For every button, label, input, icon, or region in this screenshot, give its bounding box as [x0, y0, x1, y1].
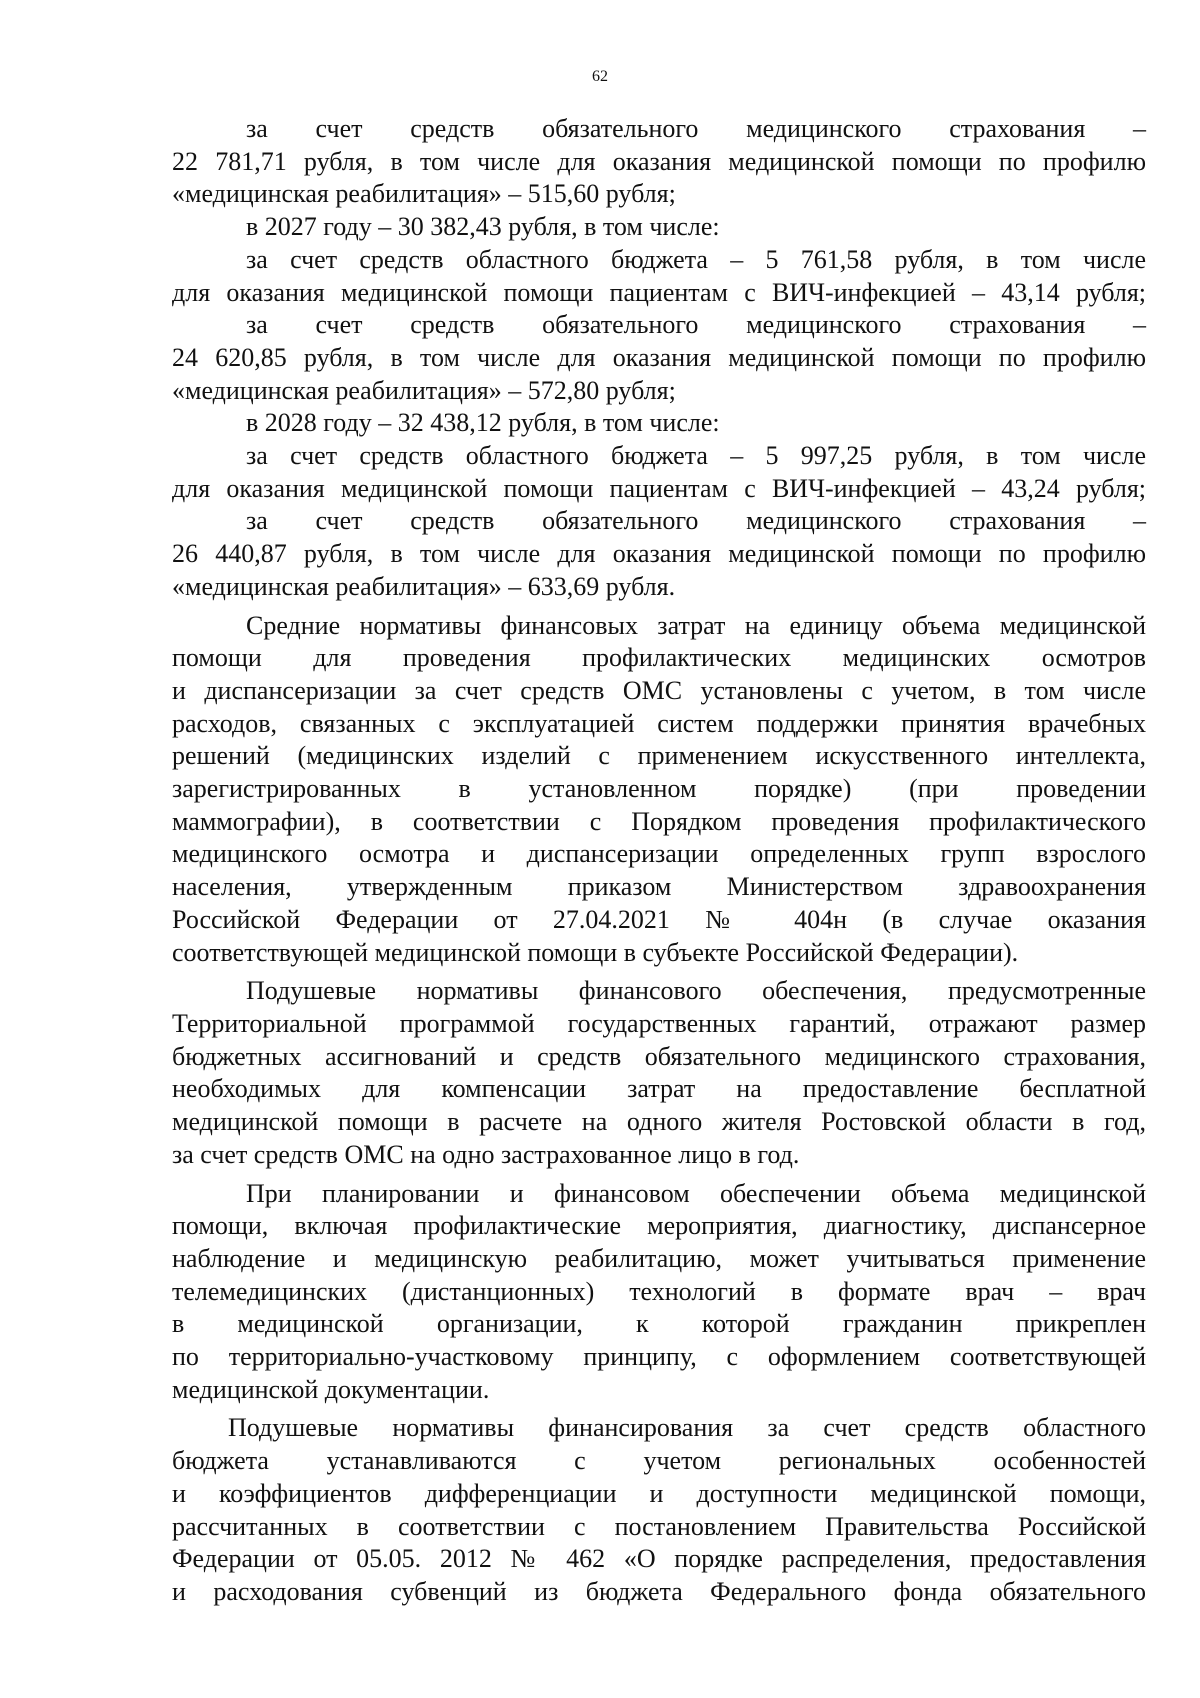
text-line: рассчитанных в соответствии с постановлением Правительства Российской: [172, 1511, 1146, 1541]
text-line: Федерации от 05.05. 2012 № 462 «О порядке распределения, предоставления: [172, 1544, 1146, 1574]
text-line: зарегистрированных в установленном порядке) (при проведении: [172, 774, 1146, 804]
text-line: 24 620,85 рубля, в том числе для оказания медицинской помощи по профилю: [172, 342, 1146, 372]
text-line: соответствующей медицинской помощи в субъекте Российской Федерации).: [172, 937, 1019, 967]
paragraph-regional-budget-2028: [172, 440, 1146, 505]
text-line: за счет средств обязательного медицинского страхования –: [246, 506, 1146, 536]
text-line: и коэффициентов дифференциации и доступности медицинской помощи,: [172, 1478, 1146, 1508]
text-line: Подушевые нормативы финансирования за счет средств областного: [228, 1413, 1146, 1443]
text-line: в 2027 году – 30 382,43 рубля, в том числе:: [246, 212, 720, 242]
paragraph-telemedicine: [172, 1178, 1146, 1407]
paragraph-average-standards: [172, 610, 1146, 970]
text-line: в медицинской организации, к которой гражданин прикреплен: [172, 1309, 1146, 1339]
text-line: При планировании и финансовом обеспечении объема медицинской: [246, 1178, 1146, 1208]
paragraph-per-capita-standards: [172, 975, 1146, 1171]
text-line: для оказания медицинской помощи пациентам с ВИЧ-инфекцией – 43,14 рубля;: [172, 277, 1146, 307]
text-line: медицинской помощи в расчете на одного жителя Ростовской области в год,: [172, 1107, 1146, 1137]
paragraph-regional-budget-2027: [172, 244, 1146, 309]
text-line: за счет средств областного бюджета – 5 997,25 рубля, в том числе: [246, 441, 1146, 471]
text-line: решений (медицинских изделий с применением искусственного интеллекта,: [172, 741, 1146, 771]
text-line: «медицинская реабилитация» – 633,69 рубля.: [172, 571, 676, 601]
paragraph-oms-2027: [172, 309, 1146, 407]
text-line: наблюдение и медицинскую реабилитацию, может учитываться применение: [172, 1243, 1146, 1273]
text-line: 26 440,87 рубля, в том числе для оказания медицинской помощи по профилю: [172, 539, 1146, 569]
text-line: за счет средств обязательного медицинского страхования –: [246, 114, 1146, 143]
text-line: по территориально-участковому принципу, с оформлением соответствующей: [172, 1342, 1146, 1372]
text-line: помощи, включая профилактические мероприятия, диагностику, диспансерное: [172, 1211, 1146, 1241]
text-line: и расходования субвенций из бюджета Федерального фонда обязательного: [172, 1576, 1146, 1606]
text-line: «медицинская реабилитация» – 572,80 рубля;: [172, 375, 676, 405]
paragraph-regional-financing: [172, 1412, 1146, 1608]
text-line: в 2028 году – 32 438,12 рубля, в том числе:: [246, 408, 720, 438]
text-line: необходимых для компенсации затрат на предоставление бесплатной: [172, 1074, 1146, 1104]
text-line: помощи для проведения профилактических медицинских осмотров: [172, 643, 1146, 673]
text-line: 22 781,71 рубля, в том числе для оказания медицинской помощи по профилю: [172, 146, 1146, 176]
text-line: расходов, связанных с эксплуатацией систем поддержки принятия врачебных: [172, 708, 1146, 738]
text-line: за счет средств ОМС на одно застрахованное лицо в год.: [172, 1139, 800, 1169]
text-line: «медицинская реабилитация» – 515,60 рубля;: [172, 179, 676, 209]
text-line: Подушевые нормативы финансового обеспечения, предусмотренные: [246, 976, 1146, 1006]
text-line: бюджета устанавливаются с учетом региональных особенностей: [172, 1446, 1146, 1476]
paragraph-year-2027: [172, 211, 1146, 244]
text-line: Средние нормативы финансовых затрат на единицу объема медицинской: [246, 610, 1146, 640]
text-line: для оказания медицинской помощи пациентам с ВИЧ-инфекцией – 43,24 рубля;: [172, 473, 1146, 503]
text-line: медицинской документации.: [172, 1374, 490, 1404]
text-line: населения, утвержденным приказом Министерством здравоохранения: [172, 872, 1146, 902]
text-line: маммографии), в соответствии с Порядком проведения профилактического: [172, 806, 1146, 836]
paragraph-oms-2028: [172, 505, 1146, 603]
text-line: Территориальной программой государственных гарантий, отражают размер: [172, 1008, 1146, 1038]
text-line: за счет средств обязательного медицинского страхования –: [246, 310, 1146, 340]
paragraph-oms-2026: [172, 113, 1146, 211]
text-line: медицинского осмотра и диспансеризации определенных групп взрослого: [172, 839, 1146, 869]
paragraph-year-2028: [172, 407, 1146, 440]
text-line: за счет средств областного бюджета – 5 761,58 рубля, в том числе: [246, 244, 1146, 274]
page-number: 62: [592, 68, 608, 85]
text-line: и диспансеризации за счет средств ОМС установлены с учетом, в том числе: [172, 675, 1146, 705]
document-body: [172, 113, 1146, 1609]
text-line: бюджетных ассигнований и средств обязательного медицинского страхования,: [172, 1041, 1146, 1071]
text-line: Российской Федерации от 27.04.2021 № 404н (в случае оказания: [172, 904, 1146, 934]
text-line: телемедицинских (дистанционных) технологий в формате врач – врач: [172, 1276, 1146, 1306]
